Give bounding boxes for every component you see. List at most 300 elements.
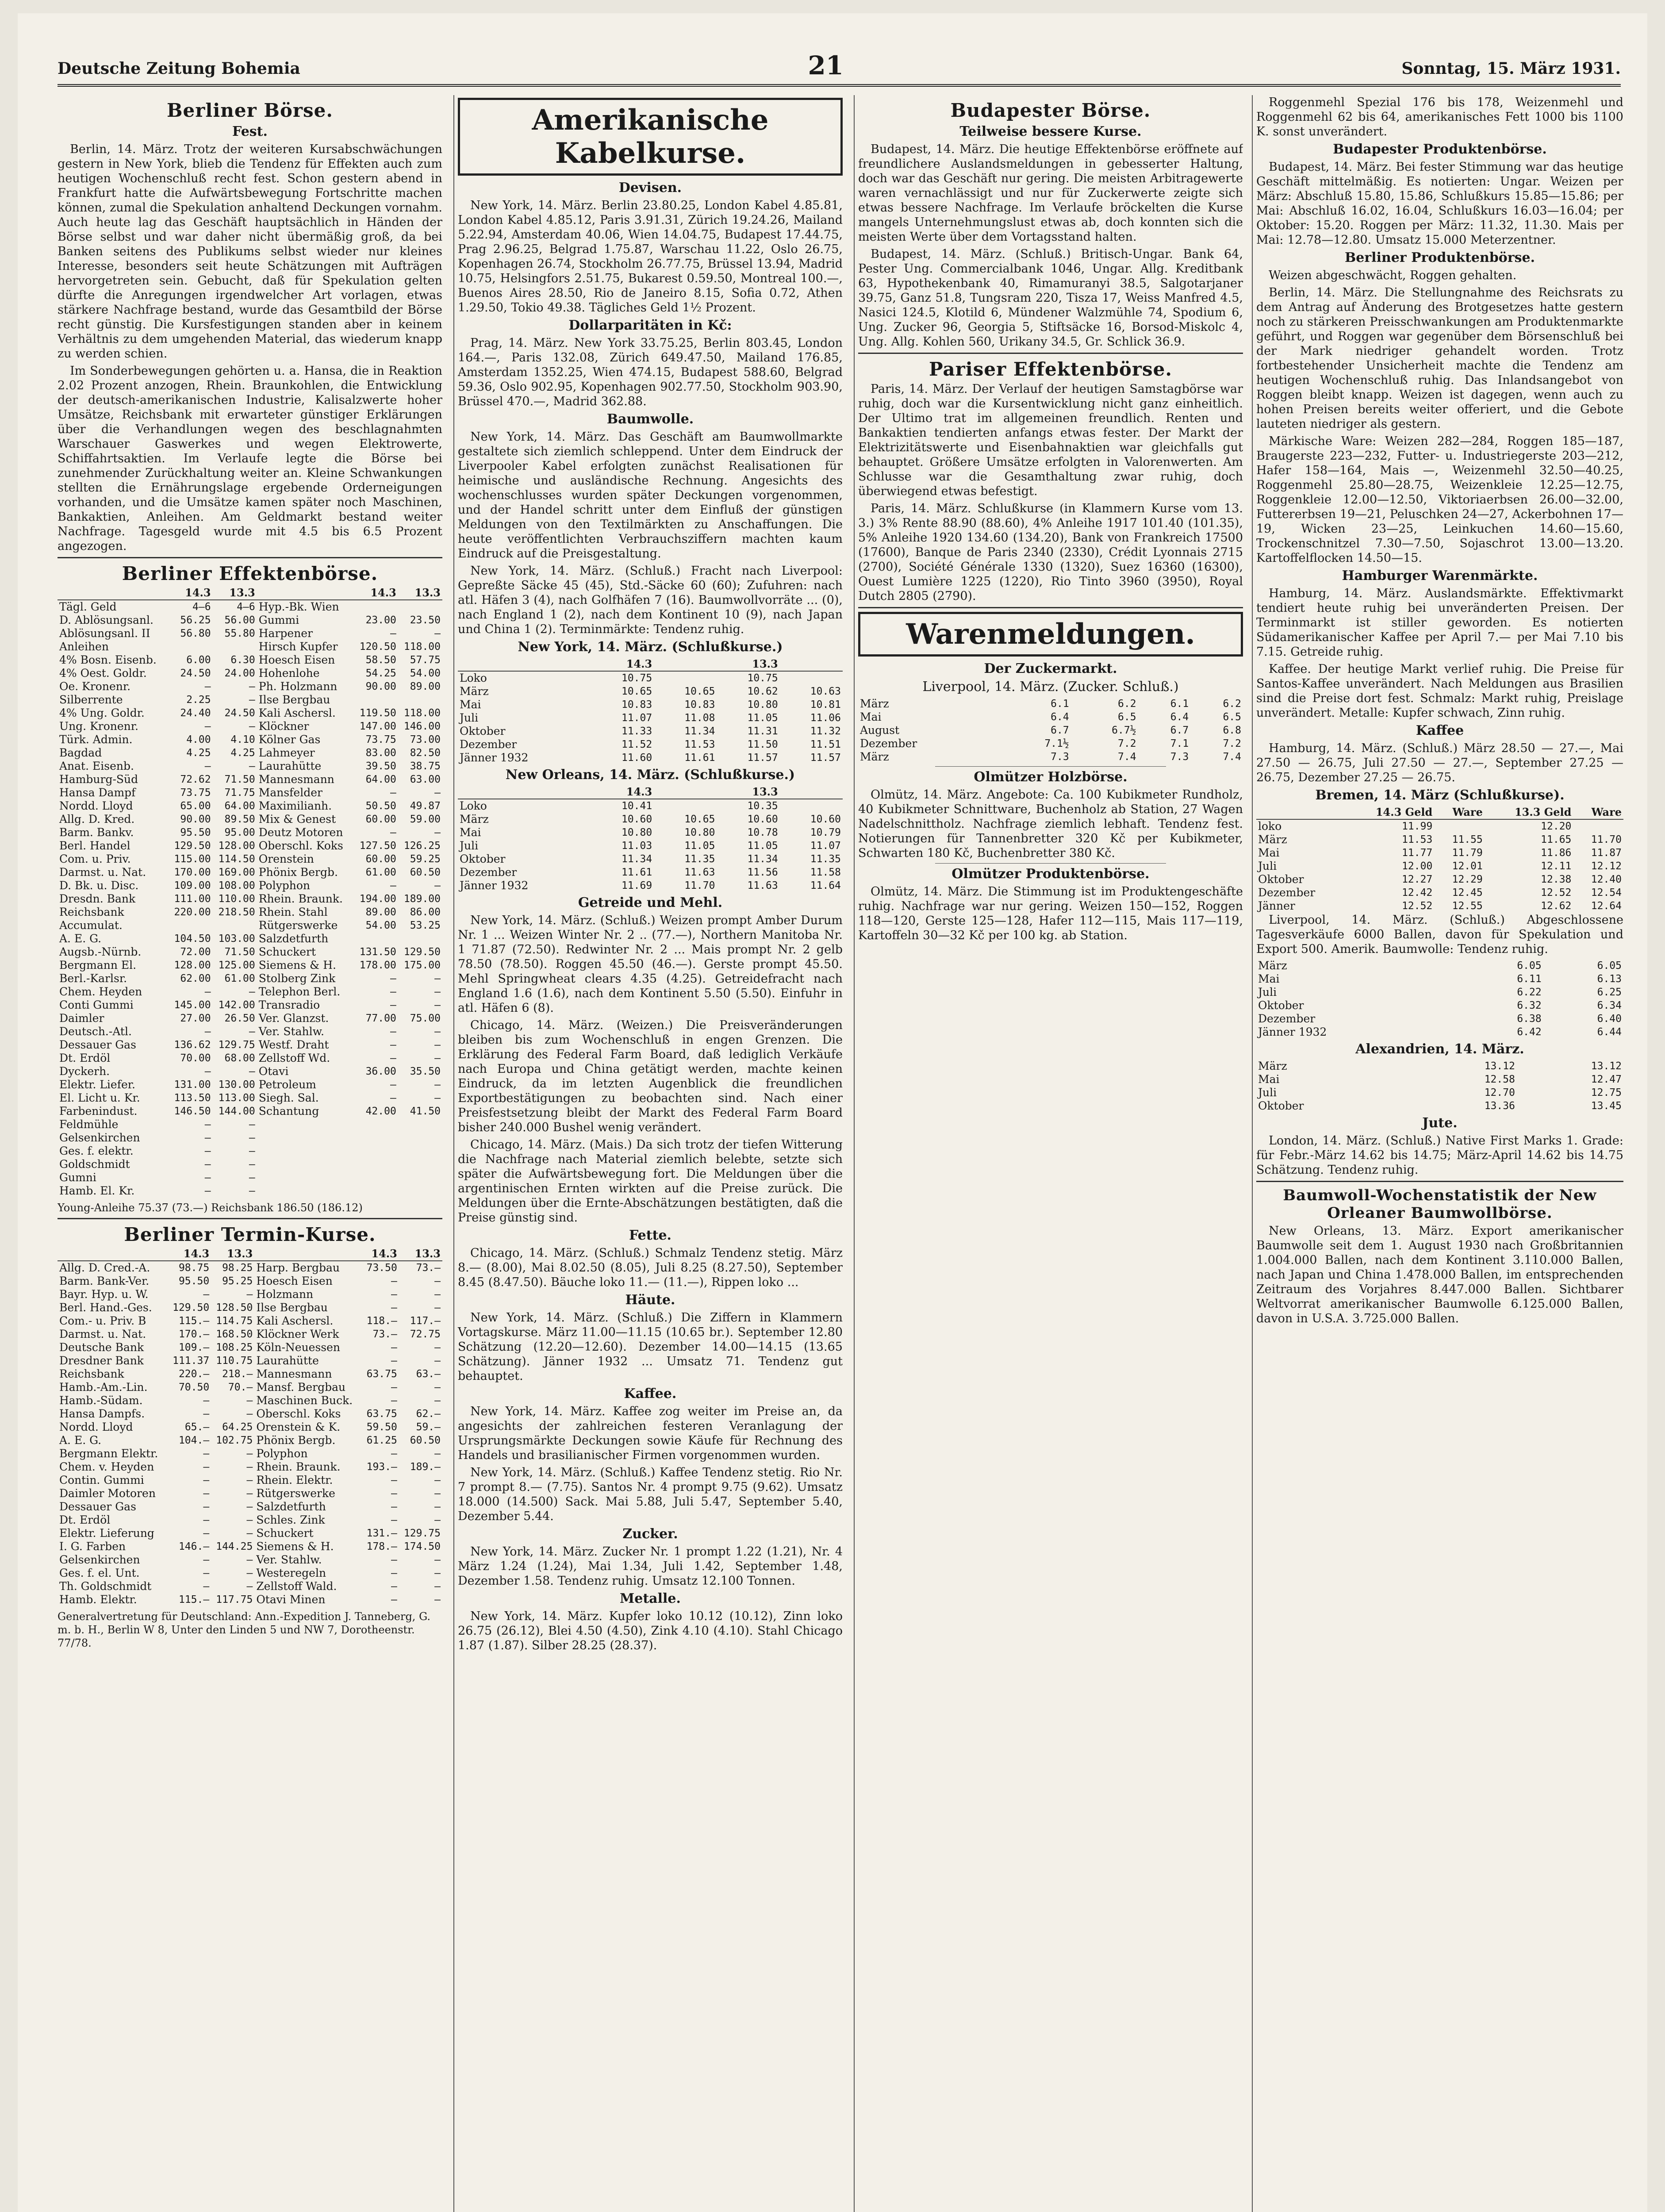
table-cell: 63.00 [410,774,441,785]
amerik-sections [458,180,843,637]
table-cell: 128.50 [216,1302,253,1313]
table-cell: 4.25 [186,747,211,759]
table-cell: 136.62 [174,1039,211,1051]
table-cell: 11.32 [810,726,841,737]
table-cell: 12.00 [1402,860,1433,872]
table-cell: Ver. Glanzst. [258,1012,329,1025]
table-cell: 11.70 [684,880,715,891]
column-1 [58,95,442,2212]
paragraph: Budapest, 14. März. Die heutige Effektenbörse eröffnete auf freundlichere Auslandsmeldungen in gebesserter Haltung, doch war das Geschäft nur gering. Die meisten Arbitragewerte waren vernachlässigt und nur für Zuckerwerte zeigte sich etwas bessere Nachfrage. Im Verlaufe bröckelten die Kurse mangels Unternehmungslust etwas ab, doch konnten sich die meisten Werte über dem Vortagsstand halten. [858,142,1243,244]
table-cell: 7.1½ [1044,738,1069,749]
table-row [58,1314,442,1328]
table-row [1256,860,1623,873]
table-row [458,698,843,711]
table-cell: 7.1 [1170,738,1189,749]
table-cell: Ilse Bergbau [256,1301,328,1314]
table-cell: Holzmann [256,1288,314,1301]
table-cell: 10.80 [621,827,652,838]
table-cell: — [246,1461,253,1473]
section-heading: Kaffee [1416,723,1464,738]
table-cell: Transradio [258,998,320,1011]
table-row [58,786,442,799]
section-heading: Berliner Produktenbörse. [1344,250,1535,265]
table-cell: Mai [1258,1073,1280,1086]
table-cell: loko [1258,820,1282,833]
table-cell: — [434,986,441,998]
zucker-subtitle: Liverpool, 14. März. (Zucker. Schluß.) [922,679,1179,695]
table-cell [398,1144,442,1158]
table-cell: Jänner 1932 [460,879,529,892]
table-row [58,1434,442,1447]
table-row [58,1513,442,1527]
table-row [58,945,442,959]
table-cell: 6.8 [1223,725,1241,736]
table-cell: 11.05 [684,840,715,852]
table-cell: 4—6 [192,601,211,613]
table-cell: 12.45 [1452,887,1483,899]
table-cell: — [391,1514,397,1526]
table-cell: 65.— [184,1421,210,1433]
table-cell: — [203,1528,210,1539]
table-cell: — [434,1039,441,1051]
table-cell: Gumni [59,1171,96,1184]
table-cell: 12.42 [1402,887,1433,899]
table-cell: 6.05 [1597,960,1622,972]
table-cell: 126.25 [403,840,441,852]
table-cell: — [434,880,441,891]
table-cell: — [391,1302,397,1313]
table-row [1256,1060,1623,1073]
table-cell: Petroleum [258,1078,316,1091]
table-cell: 10.65 [621,686,652,697]
table-cell: — [203,1448,210,1459]
table-cell: 11.61 [684,752,715,764]
table-cell [257,1118,354,1131]
table-cell: 86.00 [410,906,441,918]
table-cell: 95.00 [224,827,255,838]
table-cell: 11.57 [810,752,841,764]
liverpool-text: Liverpool, 14. März. (Schluß.) Abgeschlossene Tagesverkäufe 6000 Ballen, davon für Spekulation und Export 500. Amerik. Baumwolle: Tendenz ruhig. [1256,913,1623,956]
table-cell: 10.75 [621,672,652,684]
table-cell: 11.63 [684,867,715,878]
table-cell: D. Ablösungsanl. [59,614,153,626]
table-row [1256,899,1623,913]
table-cell: 11.55 [1452,834,1483,845]
table-cell: Otavi [258,1065,289,1078]
table-cell: — [434,628,441,639]
paragraph: New York, 14. März. (Schluß.) Kaffee Tendenz stetig. Rio Nr. 7 prompt 8.— (7.75). Santos Nr. 4 prompt 9.75 (9.62). Umsatz 18.000 (14.500) Sack. Mai 5.88, Juli 5.47, September 5.40, Dezember 5.44. [458,1466,843,1523]
section-heading: Getreide und Mehl. [578,895,723,910]
table-cell: 55.80 [224,628,255,639]
table-cell: 70.50 [178,1382,210,1393]
table-cell: — [390,827,396,838]
table-cell: — [249,1132,255,1144]
table-cell: 111.37 [173,1355,210,1367]
table-cell: 113.50 [174,1092,211,1104]
table-row [1256,1099,1623,1113]
table-cell: 12.62 [1541,900,1572,912]
table-cell: 6.30 [230,654,255,666]
table-cell: Silberrente [59,693,123,706]
table-cell: 6.13 [1597,973,1622,985]
table-cell: 24.50 [180,668,211,679]
table-cell: — [390,880,396,891]
table-cell: Harp. Bergbau [256,1261,340,1274]
table-cell: 53.25 [410,920,441,931]
table-cell: Augsb.-Nürnb. [59,945,142,958]
table-cell: 65.00 [180,800,211,812]
table-cell: Gummi [258,614,299,626]
table-row [58,720,442,733]
paragraph: Budapest, 14. März. Bei fester Stimmung war das heutige Geschäft mittelmäßig. Es notierten: Ungar. Weizen per März: Abschluß 15.80, 15.86, Schlußkurs 15.85—15.86; per Mai: Abschluß 16.02, 16.04, Schlußkurs 16.03—16.04; per Oktober: 15.20. Roggen per März: 11.32, 11.30. Mais per Mai: 12.78—12.80. Umsatz 15.000 Meterzentner. [1256,160,1623,247]
table-cell: — [203,1461,210,1473]
table-cell [213,919,257,932]
table-cell: 73.50 [366,1262,397,1274]
table-row [58,1540,442,1553]
table-cell: 68.00 [224,1052,255,1064]
table-row [1256,886,1623,899]
table-cell: — [390,787,396,799]
table-cell: 115.— [178,1315,210,1327]
table-cell: — [204,1132,211,1144]
table-header: 14.3 [591,785,654,799]
table-row [58,746,442,760]
table-cell: 56.80 [180,628,211,639]
table-row [58,1407,442,1421]
table-cell: 63.— [416,1368,441,1380]
table-cell [398,1184,442,1198]
table-cell: — [249,694,255,706]
table-cell: Salzdetfurth [258,932,329,945]
table-cell: Westeregeln [256,1567,326,1579]
table-cell: — [249,681,255,692]
table-cell: — [249,1172,255,1183]
bremen-table [1256,806,1623,913]
table-cell: 4.25 [230,747,255,759]
table-cell: 146.50 [174,1106,211,1117]
table-cell: Mansfelder [258,786,322,799]
paragraph: Paris, 14. März. Schlußkurse (in Klammern Kurse vom 13. 3.) 3% Rente 88.90 (88.60), 4% Anleihe 1917 101.40 (101.35), 5% Anleihe 1920 134.60 (134.20), Bank von Frankreich 17500 (17600), Banque de Paris 2340 (2330), Crédit Lyonnais 2715 (2700), Société Générale 1330 (1320), Suez 16360 (16300), Ouest Lumière 1225 (1220), Rio Tinto 3960 (3950), Royal Dutch 2805 (2790). [858,502,1243,603]
table-cell [354,600,398,614]
table-cell: Chem. Heyden [59,985,142,998]
table-cell: Dezember [460,738,517,751]
col4-top-text: Roggenmehl Spezial 176 bis 178, Weizenmehl und Roggenmehl 62 bis 64, amerikanisches Fett 1000 bis 1100 K. sonst unverändert. [1256,96,1623,138]
table-cell: — [390,999,396,1011]
section-title-warenmeldungen: Warenmeldungen. [858,612,1243,657]
table-cell: 218.— [222,1368,253,1380]
table-cell: 128.00 [174,960,211,971]
table-row [58,906,442,919]
table-row [458,853,843,866]
table-cell: 128.00 [218,840,255,852]
table-cell: 95.50 [180,827,211,838]
table-cell: Rhein. Elektr. [256,1474,333,1486]
table-cell: 12.70 [1484,1087,1515,1098]
table-cell: Kölner Gas [258,733,321,746]
table-row [1256,1012,1623,1025]
table-cell: 24.00 [224,668,255,679]
table-cell: — [246,1581,253,1592]
table-cell: Reichsbank [59,1367,124,1380]
table-cell: Gelsenkirchen [59,1553,140,1566]
zucker-table [858,697,1243,764]
table-cell: — [434,1475,441,1486]
table-cell: 130.00 [218,1079,255,1091]
table-cell: Deutz Motoren [258,826,343,839]
table-cell: Allg. D. Cred.-A. [59,1261,150,1274]
table-cell: — [390,1039,396,1051]
table-cell: 11.05 [747,712,778,724]
table-cell: — [391,1355,397,1367]
table-row [58,1394,442,1407]
table-cell: Mai [460,698,481,711]
table-cell: Mix & Genest [258,813,336,826]
table-cell: 11.58 [810,867,841,878]
table-cell: El. Licht u. Kr. [59,1091,140,1104]
table-header: 13.3 [398,586,442,600]
table-cell: 6.7½ [1112,725,1136,736]
table-row [58,1171,442,1184]
table-row [1256,833,1623,846]
table-header: 14.3 Geld [1346,806,1435,819]
table-cell [257,1184,354,1198]
table-cell [168,640,212,653]
table-row [58,799,442,813]
table-cell: 108.00 [218,880,255,891]
table-row [58,733,442,746]
table-cell: — [203,1289,210,1300]
table-cell: — [391,1501,397,1513]
paragraph: New York, 14. März. Berlin 23.80.25, London Kabel 4.85.81, London Kabel 4.85.12, Paris 3.91.31, Zürich 19.24.26, Mailand 5.22.94, Amsterdam 40.06, Wien 14.04.75, Budapest 17.44.75, Prag 2.96.25, Belgrad 1.75.87, Warschau 11.22, Oslo 26.75, Kopenhagen 26.74, Stockholm 26.77.75, Brüssel 13.94, Madrid 10.75, Helsingfors 2.51.75, Bukarest 0.59.50, Montreal 100.—, Buenos Aires 28.50, Rio de Janeiro 8.15, Sofia 0.72, Athen 1.29.50, Tokio 49.38. Tägliches Geld 1½ Prozent. [458,199,843,315]
table-cell: 11.53 [684,739,715,750]
table-row [58,760,442,773]
table-cell: — [249,1185,255,1197]
table-cell: Barm. Bankv. [59,826,134,839]
table-row [858,737,1243,750]
table-cell: 7.2 [1223,738,1241,749]
table-cell: Bayr. Hyp. u. W. [59,1288,149,1301]
table-cell: 6.25 [1597,987,1622,998]
table-row [58,892,442,906]
table-cell: Deutsch.-Atl. [59,1025,132,1038]
section-heading: Fette. [629,1228,671,1243]
table-cell: Gelsenkirchen [59,1131,140,1144]
table-cell: 56.00 [224,614,255,626]
table-cell: — [391,1342,397,1353]
table-cell: 110.75 [216,1355,253,1367]
table-cell: 63.75 [366,1408,397,1420]
table-cell: Dresdner Bank [59,1354,144,1367]
table-cell: 42.00 [365,1106,396,1117]
table-cell: Schuckert [256,1527,314,1540]
table-row [458,671,843,685]
table-cell: Berl. Hand.-Ges. [59,1301,152,1314]
table-row [58,932,442,945]
table-row [458,879,843,892]
table-row [58,1038,442,1052]
table-row [1256,846,1623,860]
table-cell: 194.00 [359,893,396,905]
table-cell [354,1118,398,1131]
table-cell: — [246,1475,253,1486]
divider [935,766,1166,767]
table-cell: Goldschmidt [59,1158,130,1171]
table-cell: 11.64 [810,880,841,891]
table-cell: 11.99 [1402,821,1433,832]
table-row [458,826,843,839]
table-cell: Elektr. Liefer. [59,1078,135,1091]
table-cell: 7.4 [1118,751,1136,763]
section-title-effektenboerse: Berliner Effektenbörse. [122,563,378,584]
table-cell: Ver. Stahlw. [256,1553,322,1566]
table-cell: 10.35 [747,800,778,812]
section-heading: Dollarparitäten in Kč: [568,318,732,333]
table-cell: 6.05 [1517,960,1542,972]
table-cell: 104.50 [174,933,211,945]
table-cell: 114.50 [218,853,255,865]
table-cell: — [391,1289,397,1300]
table-cell: 60.50 [410,1435,441,1446]
table-cell: 109.00 [174,880,211,891]
table-cell: 6.11 [1517,973,1542,985]
table-cell: 6.22 [1517,987,1542,998]
table-cell: Zellstoff Wd. [258,1052,330,1064]
table-cell: 70.00 [180,1052,211,1064]
table-cell: — [434,1501,441,1513]
table-cell: 131.00 [174,1079,211,1091]
paragraph: Berlin, 14. März. Trotz der weiteren Kursabschwächungen gestern in New York, blieb die Tendenz für Effekten auch zum heutigen Wochenschluß recht fest. Schon gestern abend in Frankfurt hatte die Aufwärtsbewegung Fortschritte machen können, zumal die Spekulation anhaltend Deckungen vornahm. Auch heute lag das Geschäft hauptsächlich in Händen der Börse selbst und war daher nicht übermäßig groß, da bei Banken seitens des Publikums selbst wieder nur kleines Interesse, besonders seit heute Schätzungen mit Aufträgen hervorgetreten sein. Gebucht, daß für Spekulation gelten dürfte die Anregungen irgendwelcher Art vorlagen, etwas stärkere Nachfrage bestand, wurde das Gesamtbild der Börse recht günstig. Die Kursfestigungen standen aber in keinem Verhältnis zu dem umgehenden Material, das wiederum knapp zu werden schien. [58,142,442,361]
cotton-no-table [458,785,843,892]
table-cell: — [249,986,255,998]
section-title-amerik: Amerikanische Kabelkurse. [458,98,843,176]
table-row [458,685,843,698]
table-cell: Schantung [258,1105,319,1118]
table-cell: 125.00 [218,960,255,971]
table-cell: 4% Bosn. Eisenb. [59,653,157,666]
table-cell: 6.4 [1051,711,1069,723]
table-header [458,785,591,799]
table-cell: — [391,1475,397,1486]
table-cell: 10.83 [621,699,652,710]
table-cell: 12.40 [1591,874,1622,885]
table-cell [168,919,212,932]
table-header: 13.3 Geld [1485,806,1573,819]
table-cell: 11.65 [1541,834,1572,845]
table-cell: Rütgerswerke [256,1487,335,1500]
table-cell: Salzdetfurth [256,1500,326,1513]
table-cell: — [246,1289,253,1300]
table-row [58,1381,442,1394]
table-cell: — [434,1092,441,1104]
paragraph: Im Sonderbewegungen gehörten u. a. Hansa, die in Reaktion 2.02 Prozent anzogen, Rhein. Braunkohlen, die Entwicklung der deutsch-amerikanischen Industrie, Kalisalzwerte hoher Umsätze, Reichsbank mit erwarteter günstiger Erklärungen über die Verhandlungen wegen des beschlagnahmten Warschauer Gaswerkes und wegen Elektrowerte, Schiffahrtsaktien. Im Verlaufe legte die Börse bei zunehmender Zurückhaltung weiter an. Kleine Schwankungen stellten die Ernährungslage ergebende Orderneigungen vorhanden, und die Umsätze kamen später noch Maschinen, Bankaktien, Anleihen. Am Geldmarkt bestand weiter Nachfrage. Tagesgeld wurde mit 4.5 bis 6.5 Prozent angezogen. [58,364,442,553]
table-cell: — [246,1567,253,1579]
section-heading: Baumwolle. [606,411,694,427]
table-cell: 71.50 [224,946,255,958]
table-cell: 11.56 [747,867,778,878]
table-cell: 61.00 [365,867,396,878]
table-cell: Nordd. Lloyd [59,1421,133,1433]
table-cell: 104.— [178,1435,210,1446]
table-cell: — [391,1567,397,1579]
table-header: 13.3 [717,785,779,799]
table-header [780,785,843,799]
table-cell: 10.60 [621,814,652,825]
table-cell: Türk. Admin. [59,733,133,746]
table-row [458,738,843,751]
table-cell: — [203,1488,210,1499]
table-cell: — [391,1594,397,1605]
table-cell: Mai [460,826,481,839]
table-cell [398,1131,442,1144]
table-header: 13.3 [211,1247,254,1261]
table-cell: Klöckner [258,720,309,733]
table-cell: — [434,1594,441,1605]
table-cell: Bagdad [59,746,102,759]
table-cell: Oberschl. Koks [256,1407,341,1420]
table-cell: 6.2 [1223,698,1241,710]
table-cell: Feldmühle [59,1118,119,1131]
table-cell: Oktober [460,853,506,865]
table-cell: Dt. Erdöl [59,1052,111,1064]
produkt-title: Olmützer Produktenbörse. [951,866,1150,882]
table-cell: — [434,1052,441,1064]
table-cell: Berl. Handel [59,839,130,852]
table-cell: Ph. Holzmann [258,680,338,693]
table-cell: 11.08 [684,712,715,724]
table-cell: Mai [1258,972,1280,985]
table-cell: 12.64 [1591,900,1622,912]
table-cell: 11.60 [621,752,652,764]
table-cell: Rhein. Stahl [258,906,328,918]
table-cell: 4.00 [186,734,211,745]
table-row [58,919,442,932]
table-cell: Juli [460,711,479,724]
budapest-body [858,142,1243,349]
table-cell: 13.45 [1591,1100,1622,1112]
table-cell: Ges. f. elektr. [59,1144,134,1157]
table-cell: 6.42 [1517,1026,1542,1038]
holz-title: Olmützer Holzbörse. [974,769,1128,785]
table-cell [354,932,398,945]
table-cell: 50.50 [365,800,396,812]
table-cell: 60.50 [410,867,441,878]
table-cell: 6.4 [1170,711,1189,723]
table-cell: 11.03 [621,840,652,852]
col4-sections [1256,142,1623,785]
table-cell: 98.75 [178,1262,210,1274]
table-cell: 129.50 [403,946,441,958]
table-cell [398,932,442,945]
table-cell: 7.4 [1223,751,1241,763]
table-cell: 13.36 [1484,1100,1515,1112]
table-cell: — [434,1581,441,1592]
table-row [858,750,1243,764]
table-cell: März [460,813,489,826]
table-cell: 144.00 [218,1106,255,1117]
table-cell [398,693,442,707]
table-row [458,866,843,879]
table-cell: März [1258,1060,1287,1072]
table-cell: 6.1 [1051,698,1069,710]
table-cell: Dezember [1258,1012,1316,1025]
table-cell: — [434,1275,441,1287]
table-header: 14.3 [168,1247,211,1261]
section-title-termin: Berliner Termin-Kurse. [124,1224,376,1245]
table-cell: — [249,1026,255,1037]
table-cell: 57.75 [410,654,441,666]
table-cell: — [434,973,441,984]
table-cell: 4% Ung. Goldr. [59,707,145,719]
